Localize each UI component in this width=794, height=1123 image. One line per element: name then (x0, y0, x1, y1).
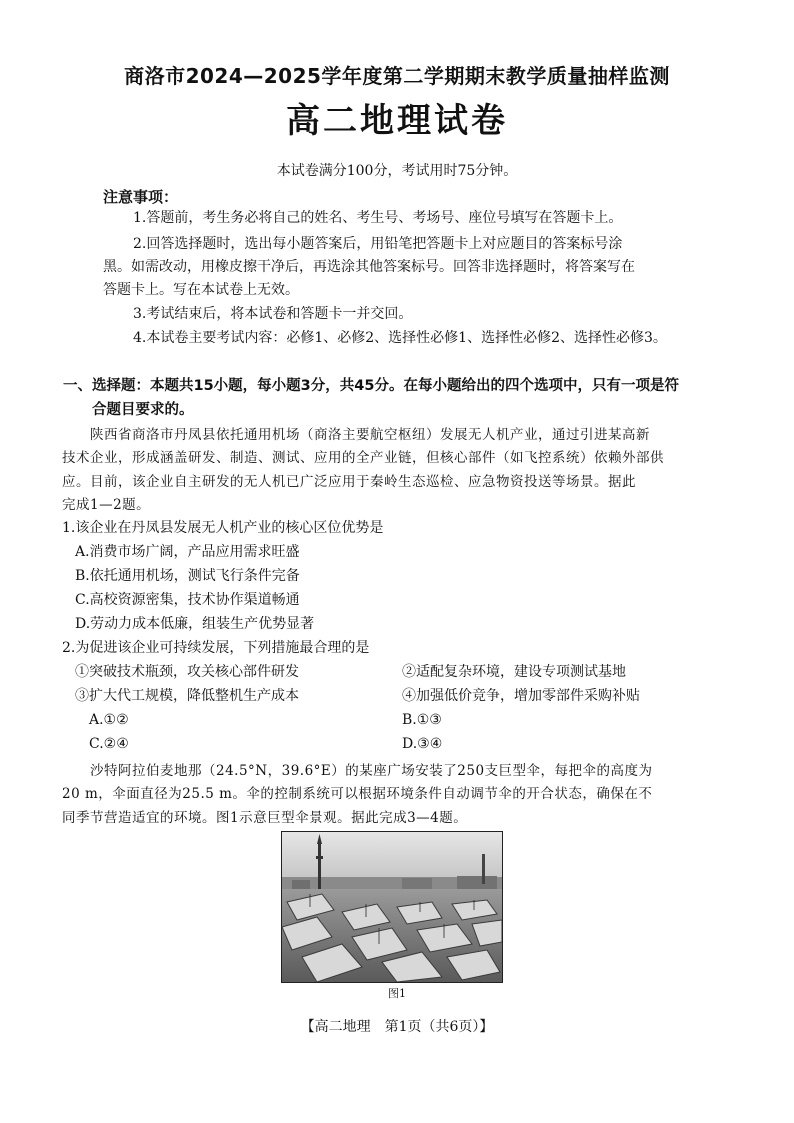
page-title: 高二地理试卷 (286, 101, 508, 141)
question-2-option-b: B.①③ (402, 712, 442, 728)
question-2-statement-3: ③扩大代工规模，降低整机生产成本 (75, 688, 299, 704)
question-2-statement-2: ②适配复杂环境，建设专项测试基地 (402, 664, 626, 680)
passage-2-line-1: 沙特阿拉伯麦地那（24.5°N，39.6°E）的某座广场安装了250支巨型伞，每把伞的高度为 (90, 763, 653, 779)
question-2-option-a: A.①② (89, 712, 129, 728)
notice-item-2-line-1: 2.回答选择题时，选出每小题答案后，用铅笔把答题卡上对应题目的答案标号涂 (133, 236, 623, 252)
question-2-statement-1: ①突破技术瓶颈，攻关核心部件研发 (75, 664, 299, 680)
section-heading-line-1: 一、选择题：本题共15小题，每小题3分，共45分。在每小题给出的四个选项中，只有一项是符 (63, 378, 679, 394)
exam-info: 本试卷满分100分，考试用时75分钟。 (276, 163, 518, 179)
question-1-option-c: C.高校资源密集，技术协作渠道畅通 (75, 592, 300, 608)
passage-1-line-3: 应。目前，该企业自主研发的无人机已广泛应用于秦岭生态巡检、应急物资投送等场景。据此 (62, 474, 636, 490)
question-1-option-a: A.消费市场广阔，产品应用需求旺盛 (75, 544, 300, 560)
figure-caption: 图1 (388, 987, 406, 1000)
question-2-option-c: C.②④ (89, 736, 129, 752)
question-1-stem: 1.该企业在丹凤县发展无人机产业的核心区位优势是 (62, 520, 384, 536)
question-2-stem: 2.为促进该企业可持续发展，下列措施最合理的是 (62, 640, 370, 656)
section-heading-line-2: 合题目要求的。 (92, 402, 194, 418)
notice-title: 注意事项： (103, 188, 179, 206)
notice-item-3: 3.考试结束后，将本试卷和答题卡一并交回。 (133, 306, 413, 322)
question-1-option-b: B.依托通用机场，测试飞行条件完备 (75, 568, 300, 584)
question-1-option-d: D.劳动力成本低廉，组装生产优势显著 (75, 616, 315, 632)
question-2-statement-4: ④加强低价竞争，增加零部件采购补贴 (402, 688, 640, 704)
notice-item-2-line-2: 黑。如需改动，用橡皮擦干净后，再选涂其他答案标号。回答非选择题时，将答案写在 (103, 259, 635, 275)
passage-1-line-2: 技术企业，形成涵盖研发、制造、测试、应用的全产业链，但核心部件（如飞控系统）依赖外部供 (62, 450, 664, 466)
question-2-option-d: D.③④ (402, 736, 443, 752)
exam-subtitle: 商洛市2024—2025学年度第二学期期末教学质量抽样监测 (124, 64, 670, 88)
passage-1-line-1: 陕西省商洛市丹凤县依托通用机场（商洛主要航空枢纽）发展无人机产业，通过引进某高新 (90, 427, 650, 443)
notice-item-1: 1.答题前，考生务必将自己的姓名、考生号、考场号、座位号填写在答题卡上。 (133, 210, 623, 226)
page-footer: 【高二地理 第1页（共6页）】 (300, 1019, 494, 1035)
passage-2-line-2: 20 m，伞面直径为25.5 m。伞的控制系统可以根据环境条件自动调节伞的开合状态，确保在不 (62, 786, 653, 802)
giant-umbrella-photo (281, 831, 503, 983)
passage-1-line-4: 完成1—2题。 (62, 497, 151, 513)
notice-item-4: 4.本试卷主要考试内容：必修1、必修2、选择性必修1、选择性必修2、选择性必修3。 (133, 330, 667, 346)
notice-item-2-line-3: 答题卡上。写在本试卷上无效。 (103, 282, 299, 298)
passage-2-line-3: 同季节营造适宜的环境。图1示意巨型伞景观。据此完成3—4题。 (62, 810, 468, 826)
